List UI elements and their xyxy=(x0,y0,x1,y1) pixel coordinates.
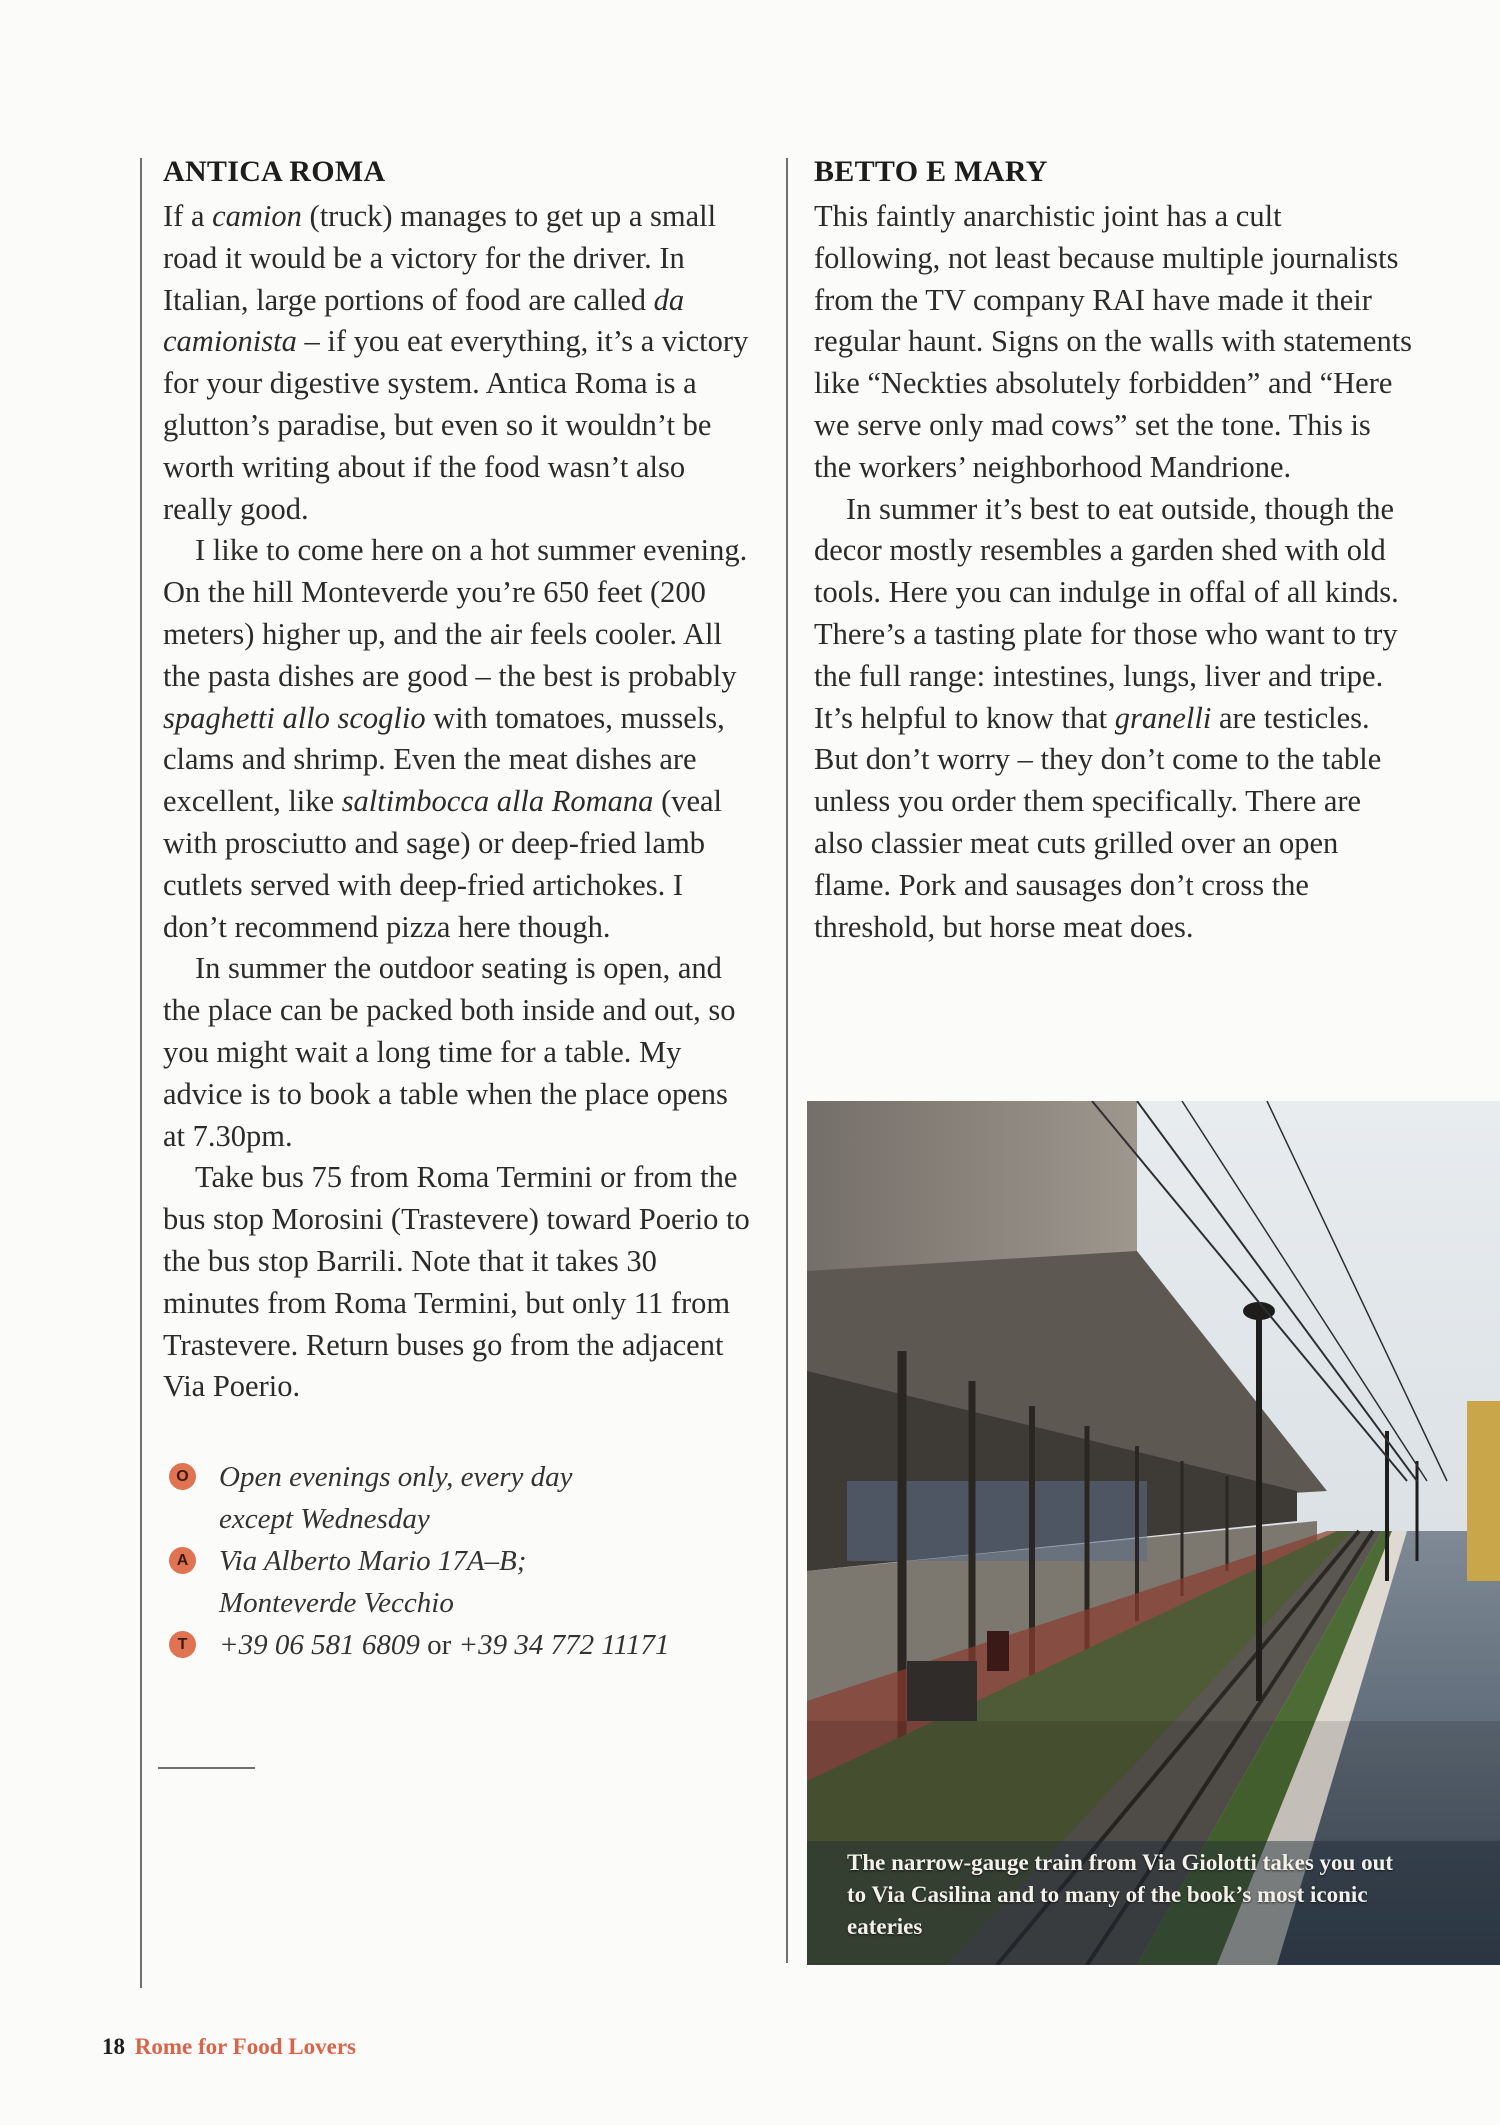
address xyxy=(163,1540,753,1624)
info-line: Monteverde Vecchio xyxy=(219,1587,454,1620)
left-column xyxy=(163,150,753,1666)
right-body xyxy=(814,196,1414,948)
restaurant-heading-antica-roma: ANTICA ROMA xyxy=(163,155,386,188)
right-column-rule xyxy=(786,158,788,1963)
right-column xyxy=(814,150,1414,948)
restaurant-heading-betto-e-mary: BETTO E MARY xyxy=(814,155,1048,188)
left-body xyxy=(163,196,753,1408)
telephone-icon: T xyxy=(169,1631,196,1658)
left-column-rule xyxy=(140,158,142,1988)
train-photo xyxy=(807,1101,1500,1965)
info-line: Open evenings only, every day xyxy=(219,1461,573,1494)
info-list xyxy=(163,1456,753,1666)
info-line: except Wednesday xyxy=(219,1503,430,1536)
opening-hours xyxy=(163,1456,753,1540)
photo-caption: The narrow-gauge train from Via Giolotti takes you out to Via Casilina and to many of the book’s most iconic eateries xyxy=(847,1850,1394,1939)
opening-hours-icon: O xyxy=(169,1463,196,1490)
telephone xyxy=(163,1624,753,1666)
body-paragraph: In summer it’s best to eat outside, though the decor mostly resembles a garden shed with old tools. Here you can indulge in offal of all kinds. There’s a tasting plate for those who want to try the full range: intestines, lungs, liver and tripe. It’s helpful to know that granelli are testicles. But don’t worry – they don’t come to the table unless you order them specifically. There are also classier meat cuts grilled over an open flame. Pork and sausages don’t cross the threshold, but horse meat does. xyxy=(814,491,1399,944)
address-icon: A xyxy=(169,1547,196,1574)
body-paragraph: I like to come here on a hot summer evening. On the hill Monteverde you’re 650 feet (200 meters) higher up, and the air feels cooler. All the pasta dishes are good – the best is probably spaghetti allo scoglio with tomatoes, mussels, clams and shrimp. Even the meat dishes are excellent, like saltimbocca alla Romana (veal with prosciutto and sage) or deep-fried lamb cutlets served with deep-fried artichokes. I don’t recommend pizza here though. xyxy=(163,533,748,944)
body-paragraph: If a camion (truck) manages to get up a small road it would be a victory for the driver. In Italian, large portions of food are called da camionista – if you eat everything, it’s a victory for your digestive system. Antica Roma is a glutton’s paradise, but even so it wouldn’t be worth writing about if the food wasn’t also really good. xyxy=(163,199,749,526)
info-end-rule xyxy=(158,1767,255,1769)
body-paragraph: Take bus 75 from Roma Termini or from the bus stop Morosini (Trastevere) toward Poerio to the bus stop Barrili. Note that it takes 30 minutes from Roma Termini, but only 11 from Trastevere. Return buses go from the adjacent Via Poerio. xyxy=(163,1160,750,1404)
body-paragraph: In summer the outdoor seating is open, and the place can be packed both inside and out, so you might wait a long time for a table. My advice is to book a table when the place opens at 7.30pm. xyxy=(163,951,736,1153)
page-footer xyxy=(102,2034,356,2060)
book-title: Rome for Food Lovers xyxy=(134,2034,356,2059)
info-line: Via Alberto Mario 17A–B; xyxy=(219,1545,527,1578)
train-photo-illustration xyxy=(807,1101,1500,1965)
info-line: +39 06 581 6809 or +39 34 772 11171 xyxy=(219,1629,670,1662)
body-paragraph: This faintly anarchistic joint has a cult following, not least because multiple journalists from the TV company RAI have made it their regular haunt. Signs on the walls with statements like “Neckties absolutely forbidden” and “Here we serve only mad cows” set the tone. This is the workers’ neighborhood Mandrione. xyxy=(814,199,1413,484)
page-number: 18 xyxy=(102,2034,125,2059)
